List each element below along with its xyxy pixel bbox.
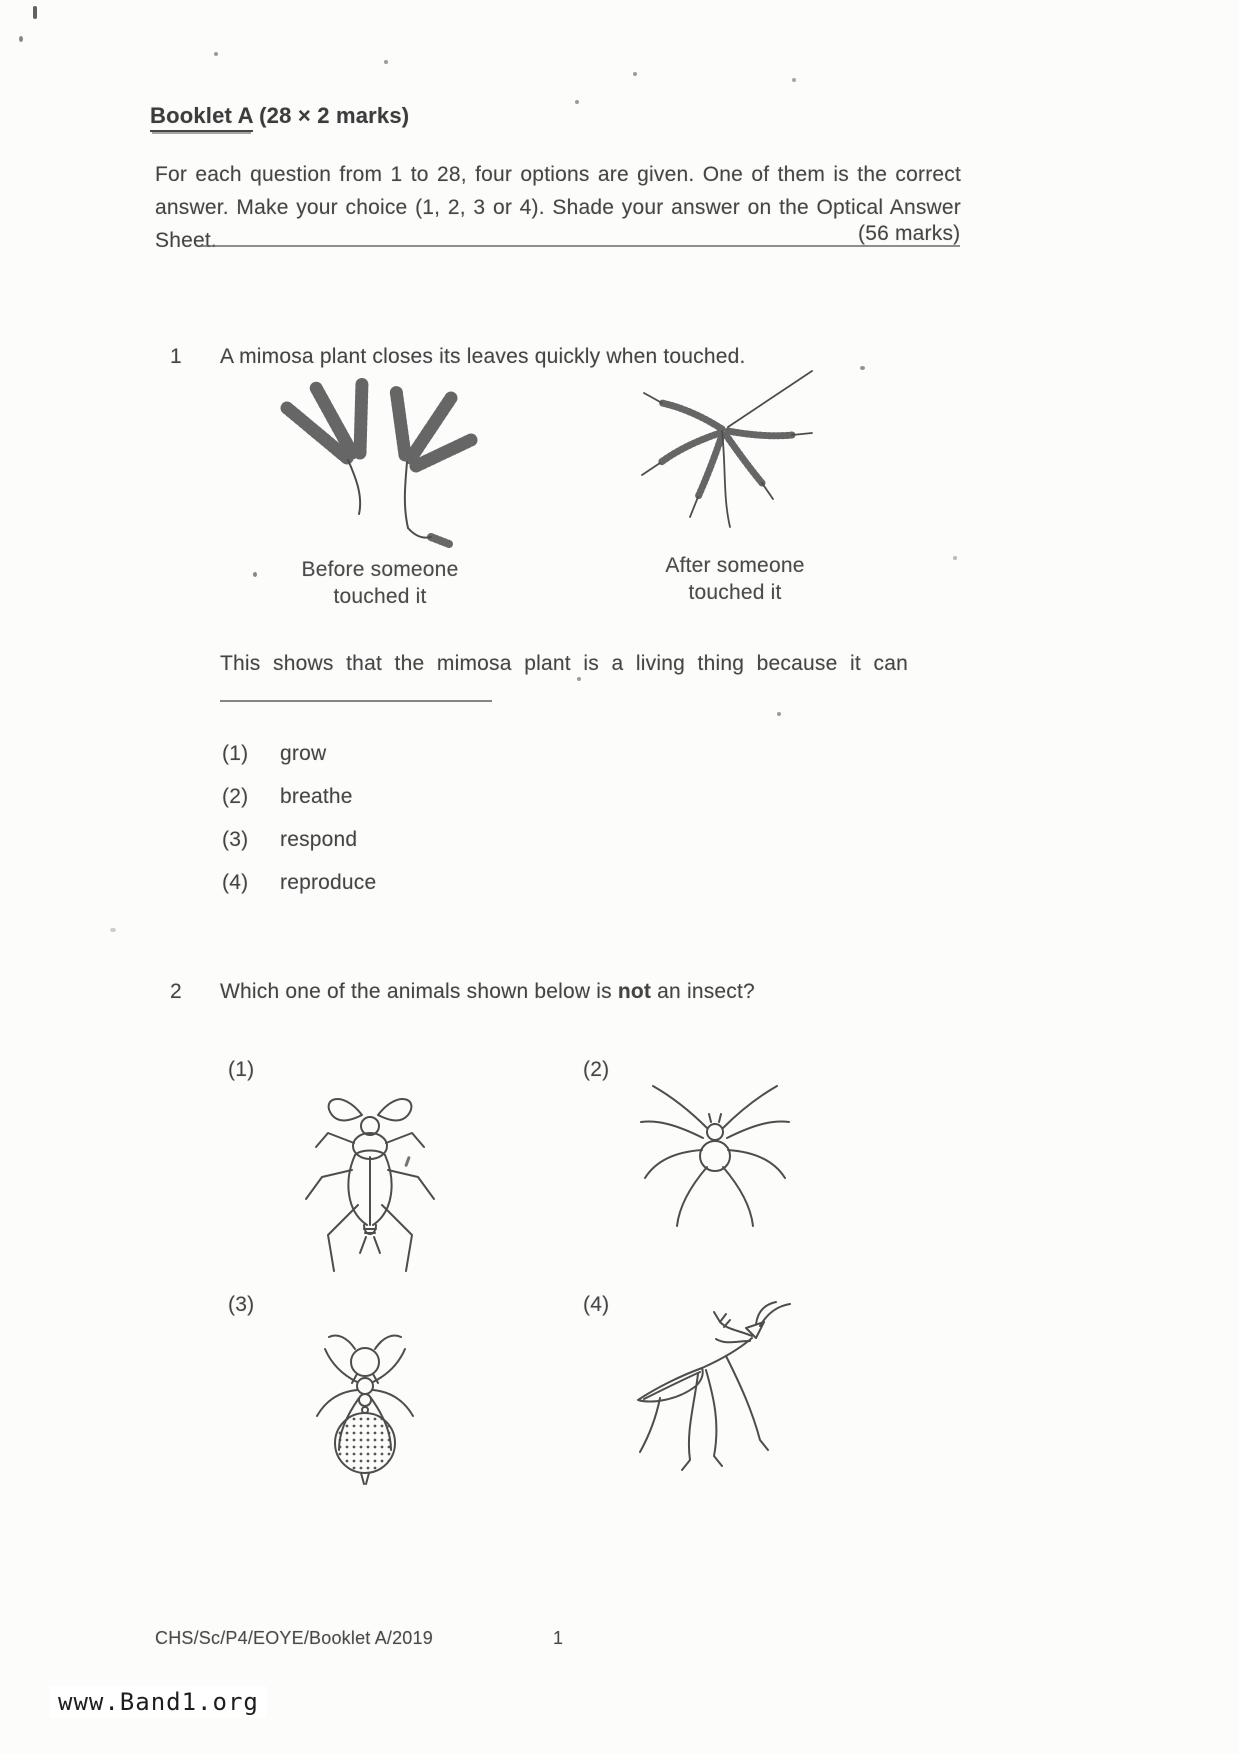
scan-speck: [384, 60, 388, 64]
q2-option1-number: (1): [228, 1058, 255, 1081]
question2-text-bold: not: [617, 980, 652, 1003]
instructions-paragraph: For each question from 1 to 28, four options are given. One of them is the correct answer. Make your choice (1, 2, 3 or 4). Shade your answer on the Optical Answer Sheet.: [155, 163, 961, 252]
total-marks-note: (56 marks): [858, 222, 961, 245]
q1-option2-label: breathe: [280, 785, 353, 808]
question2-text: [220, 980, 755, 1004]
scan-speck: [792, 78, 796, 82]
question2-text-post: an insect?: [651, 980, 755, 1003]
q1-option4-number: (4): [222, 871, 249, 894]
watermark-url: www.Band1.org: [50, 1686, 267, 1718]
beetle-illustration: [280, 1085, 460, 1290]
scan-speck: [33, 6, 37, 19]
spider-illustration: [633, 1080, 798, 1245]
q1-option4-label: reproduce: [280, 871, 377, 894]
question1-number: 1: [170, 345, 182, 368]
scan-speck: [577, 677, 581, 681]
q1-option1-label: grow: [280, 742, 327, 765]
scan-speck: [110, 928, 116, 932]
praying-mantis-illustration: [602, 1300, 817, 1485]
booklet-heading-underlined: Booklet A: [150, 103, 253, 132]
q2-option2-number: (2): [583, 1058, 610, 1081]
mimosa-before-illustration: [255, 358, 510, 553]
scan-speck: [777, 712, 781, 716]
caption-before: Before someone touched it: [301, 558, 459, 608]
q1-option2-number: (2): [222, 785, 249, 808]
question1-text: A mimosa plant closes its leaves quickly when touched.: [220, 345, 746, 368]
scan-speck: [253, 572, 257, 577]
answer-blank-line: [220, 700, 492, 702]
booklet-heading-marks: (28 × 2 marks): [259, 103, 410, 128]
footer-document-code: CHS/Sc/P4/EOYE/Booklet A/2019: [155, 1628, 433, 1648]
mimosa-after-illustration: [610, 365, 835, 550]
q1-option3-number: (3): [222, 828, 249, 851]
scan-speck: [860, 366, 865, 370]
scan-speck: [575, 100, 579, 104]
ant-illustration: [295, 1325, 435, 1505]
footer-page-number: 1: [553, 1628, 564, 1648]
question2-number: 2: [170, 980, 182, 1003]
scan-speck: [214, 52, 218, 56]
booklet-heading: [150, 103, 409, 129]
q2-option3-number: (3): [228, 1293, 255, 1316]
q2-option4-number: (4): [583, 1293, 610, 1316]
question1-stem: This shows that the mimosa plant is a living thing because it can: [220, 652, 908, 675]
scan-speck: [633, 72, 637, 76]
scan-speck: [953, 556, 957, 560]
scan-speck: [19, 36, 23, 42]
q1-option3-label: respond: [280, 828, 358, 851]
q1-option1-number: (1): [222, 742, 249, 765]
question2-text-pre: Which one of the animals shown below is: [220, 980, 618, 1003]
instructions-underline-rule: [200, 245, 960, 247]
caption-after: After someone touched it: [665, 554, 805, 604]
